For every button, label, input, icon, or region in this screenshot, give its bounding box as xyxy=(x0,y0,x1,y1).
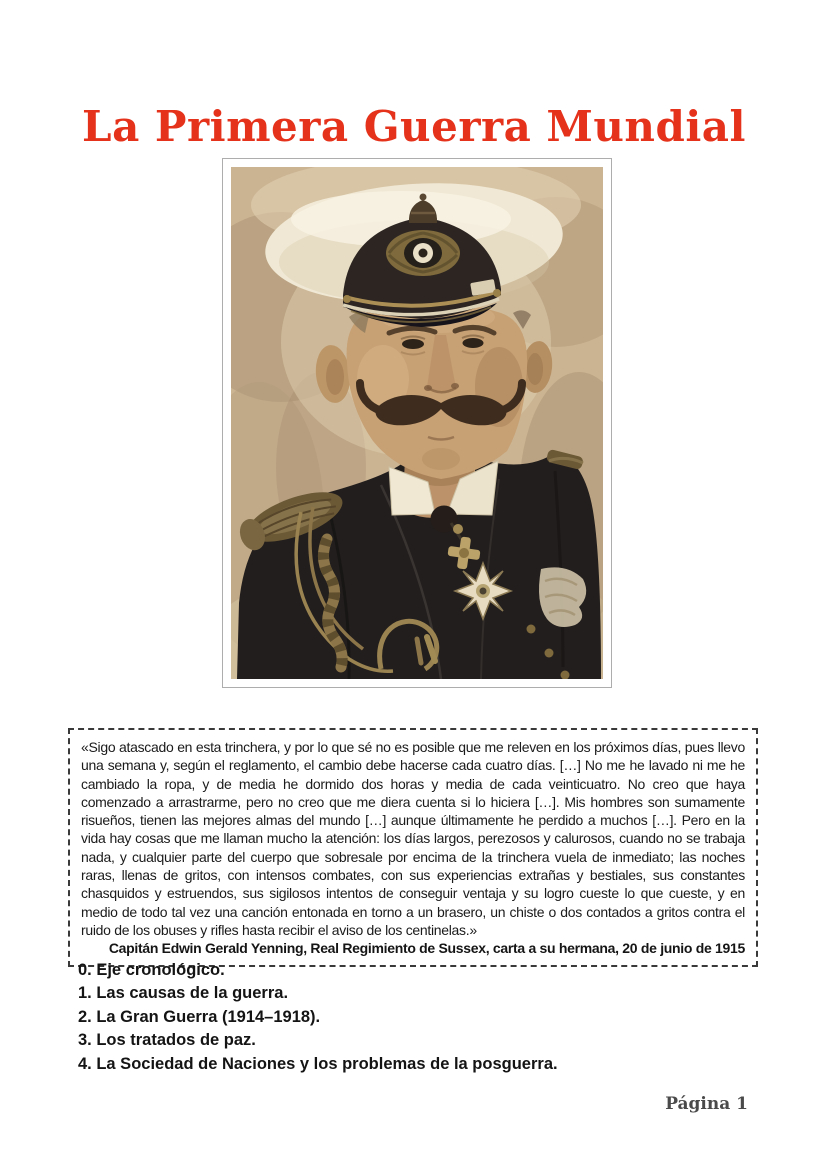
outline-item-4: 4. La Sociedad de Naciones y los problemas de la posguerra. xyxy=(78,1054,558,1073)
quote-attribution: Capitán Edwin Gerald Yenning, Real Regimiento de Sussex, carta a su hermana, 20 de junio de 1915 xyxy=(108,940,745,957)
outline-item-2: 2. La Gran Guerra (1914–1918). xyxy=(78,1007,321,1026)
eye-right xyxy=(463,338,484,348)
outline-list xyxy=(78,959,558,1076)
page-number: Página 1 xyxy=(665,1094,748,1114)
medal-star-icon xyxy=(455,563,511,619)
eye-left xyxy=(402,339,424,349)
page-title: La Primera Guerra Mundial xyxy=(82,102,746,152)
portrait-frame xyxy=(222,158,612,688)
cap-badge-icon xyxy=(386,230,460,276)
quote-box xyxy=(68,728,758,967)
outline-item-0: 0. Eje cronológico. xyxy=(78,961,225,979)
outline-item-3: 3. Los tratados de paz. xyxy=(78,1031,256,1050)
kaiser-portrait-photo xyxy=(231,167,603,679)
outline-item-1: 1. Las causas de la guerra. xyxy=(78,984,289,1003)
quote-text: «Sigo atascado en esta trinchera, y por lo que sé no es posible que me releven en los próximos días, pues llevo una semana y, según el reglamento, el cambio debe hacerse cada cuatro días. […] No me he lavado ni me he cambiado la ropa, y de media he dormido dos horas y media de cada veinticuatro. No creo que haya comenzado a arrastrarme, pero no creo que me diera cuenta si lo hiciera […]. Mis hombres son sumamente risueños, tienen las mejores almas del mundo […] aunque últimamente he perdido a muchos […]. Pero en la vida hay cosas que me llaman mucho la atención: los días largos, perezosos y calurosos, cuando no se trabaja nada, y cualquier parte del cuerpo que sobresale por encima de la trinchera vuela de inmediato; las noches raras, llenas de gritos, con intensos combates, con sus experiencias extrañas y bestiales, sus constantes chasquidos y estruendos, sus sigilosos intentos de conseguir ventaja y su logro cueste lo que cueste, y en medio de todo tal vez una canción entonada en torno a un brasero, un chiste o dos contados a gritos contra el ruido de los obuses y rifles hasta recibir el aviso de los centinelas.» xyxy=(81,739,745,938)
